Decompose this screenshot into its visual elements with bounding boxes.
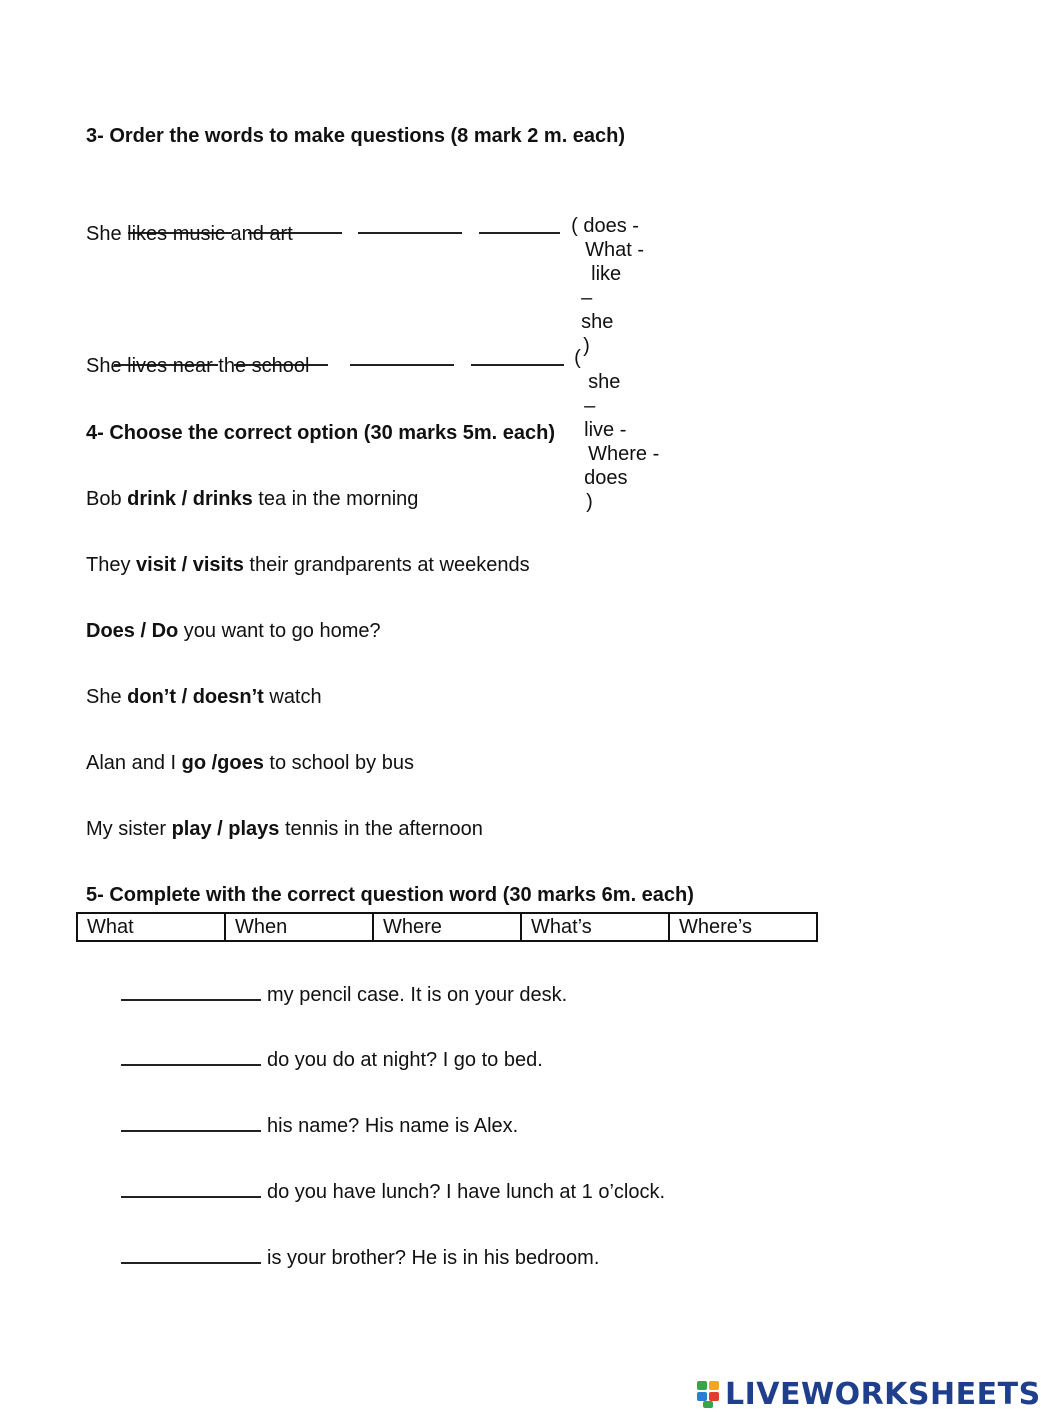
q2-scrambled-words [563, 322, 659, 514]
word: she [581, 311, 614, 333]
option-choice[interactable]: don’t / doesn’t [127, 686, 264, 708]
option-item: Bob drink / drinks tea in the morning [86, 488, 419, 510]
option-choice[interactable]: play / plays [171, 818, 280, 840]
word-bank-cell: What [77, 913, 225, 941]
section-3-title: 3- Order the words to make questions (8 mark 2 m. each) [86, 125, 626, 147]
word-bank-cell: Where [373, 913, 521, 941]
answer-blank[interactable] [121, 1244, 261, 1264]
word-bank-cell: Where’s [669, 913, 817, 941]
question-word-bank [76, 912, 818, 942]
option-choice[interactable]: visit / visits [136, 554, 244, 576]
section-4-title: 4- Choose the correct option (30 marks 5m. each) [86, 422, 556, 444]
fill-item: is your brother? He is in his bedroom. [121, 1244, 599, 1270]
liveworksheets-logo [697, 1377, 1041, 1411]
word: ( does - [571, 215, 639, 237]
word-bank-cell: When [225, 913, 373, 941]
blank[interactable] [479, 214, 560, 234]
option-item: My sister play / plays tennis in the afternoon [86, 818, 483, 840]
answer-blank[interactable] [121, 1178, 261, 1198]
fill-item: do you have lunch? I have lunch at 1 o’clock. [121, 1178, 665, 1204]
option-choice[interactable]: go /goes [181, 752, 264, 774]
option-choice[interactable]: drink / drinks [127, 488, 253, 510]
option-choice[interactable]: Does / Do [86, 620, 179, 642]
option-item: She don’t / doesn’t watch [86, 686, 322, 708]
word: ) [586, 491, 593, 513]
word: – [581, 287, 593, 309]
fill-item: my pencil case. It is on your desk. [121, 981, 567, 1007]
option-item: They visit / visits their grandparents at weekends [86, 554, 530, 576]
fill-item: do you do at night? I go to bed. [121, 1046, 543, 1072]
q1-answer: She likes music and art [86, 223, 293, 245]
word: she [588, 371, 621, 393]
word: does [584, 467, 628, 489]
section-5-title: 5- Complete with the correct question word (30 marks 6m. each) [86, 884, 694, 906]
q2-answer: She lives near the school [86, 355, 310, 377]
word-bank-cell: What’s [521, 913, 669, 941]
answer-blank[interactable] [121, 1046, 261, 1066]
word: – [584, 395, 596, 417]
blank[interactable] [358, 214, 462, 234]
word: What - [585, 239, 645, 261]
logo-blocks-icon [697, 1379, 721, 1409]
word: Where - [588, 443, 660, 465]
option-item: Does / Do you want to go home? [86, 620, 381, 642]
blank[interactable] [471, 346, 564, 366]
word: like [591, 263, 622, 285]
fill-item: his name? His name is Alex. [121, 1112, 518, 1138]
blank[interactable] [350, 346, 454, 366]
answer-blank[interactable] [121, 981, 261, 1001]
word: ( [574, 347, 581, 369]
word: live - [584, 419, 627, 441]
logo-text: LIVEWORKSHEETS [725, 1376, 1041, 1412]
word: ) [583, 335, 590, 357]
option-item: Alan and I go /goes to school by bus [86, 752, 414, 774]
answer-blank[interactable] [121, 1112, 261, 1132]
